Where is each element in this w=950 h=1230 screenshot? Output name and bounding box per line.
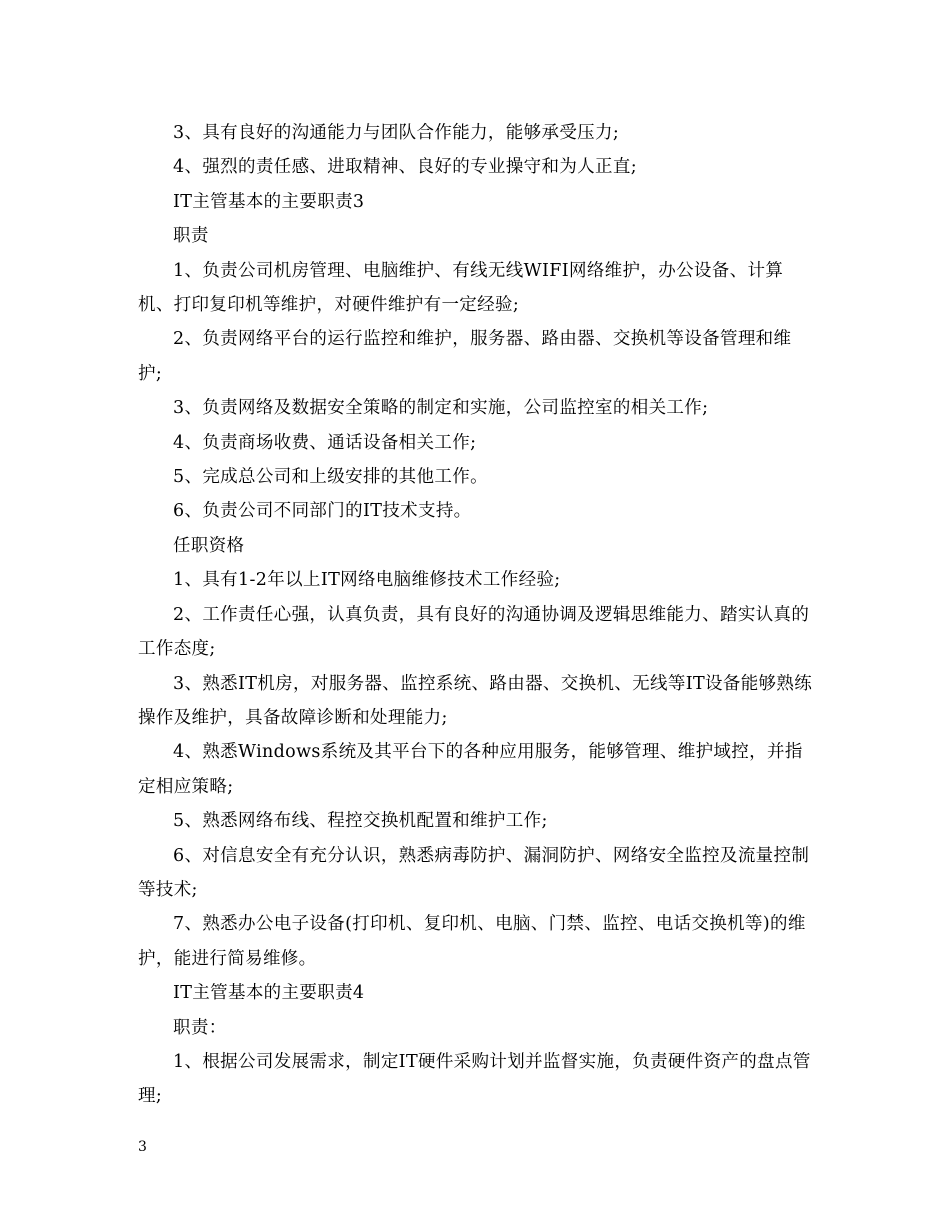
section-heading: IT主管基本的主要职责3 <box>173 191 365 212</box>
paragraph: 6、负责公司不同部门的IT技术支持。 <box>173 501 472 522</box>
subheading: 任职资格 <box>173 535 245 556</box>
document-body <box>138 116 814 1114</box>
paragraph: 1、根据公司发展需求，制定IT硬件采购计划并监督实施，负责硬件资产的盘点管理; <box>138 1051 811 1107</box>
paragraph: 3、熟悉IT机房，对服务器、监控系统、路由器、交换机、无线等IT设备能够熟练操作及维护，具备故障诊断和处理能力; <box>138 673 813 728</box>
paragraph: 6、对信息安全有充分认识，熟悉病毒防护、漏洞防护、网络安全监控及流量控制等技术; <box>138 845 810 900</box>
paragraph: 3、具有良好的沟通能力与团队合作能力，能够承受压力; <box>173 123 620 143</box>
paragraph: 2、负责网络平台的运行监控和维护，服务器、路由器、交换机等设备管理和维护; <box>138 329 792 384</box>
paragraph: 3、负责网络及数据安全策略的制定和实施，公司监控室的相关工作; <box>173 398 709 419</box>
paragraph: 4、负责商场收费、通话设备相关工作; <box>173 432 477 453</box>
paragraph: 2、工作责任心强，认真负责，具有良好的沟通协调及逻辑思维能力、踏实认真的工作态度; <box>138 604 810 660</box>
paragraph: 7、熟悉办公电子设备(打印机、复印机、电脑、门禁、监控、电话交换机等)的维护，能进行简易维修。 <box>138 914 806 969</box>
paragraph: 5、完成总公司和上级安排的其他工作。 <box>173 467 488 488</box>
paragraph: 4、熟悉Windows系统及其平台下的各种应用服务，能够管理、维护域控，并指定相应策略; <box>138 742 803 797</box>
paragraph: 5、熟悉网络布线、程控交换机配置和维护工作; <box>173 811 548 832</box>
paragraph: 1、负责公司机房管理、电脑维护、有线无线WIFI网络维护，办公设备、计算机、打印复印机等维护，对硬件维护有一定经验; <box>138 260 784 316</box>
subheading: 职责： <box>173 1017 227 1038</box>
section-heading: IT主管基本的主要职责4 <box>173 983 365 1004</box>
page-number: 3 <box>138 1139 147 1155</box>
paragraph: 1、具有1-2年以上IT网络电脑维修技术工作经验; <box>173 570 561 591</box>
subheading: 职责 <box>173 226 209 247</box>
paragraph: 4、强烈的责任感、进取精神、良好的专业操守和为人正直; <box>173 157 637 178</box>
